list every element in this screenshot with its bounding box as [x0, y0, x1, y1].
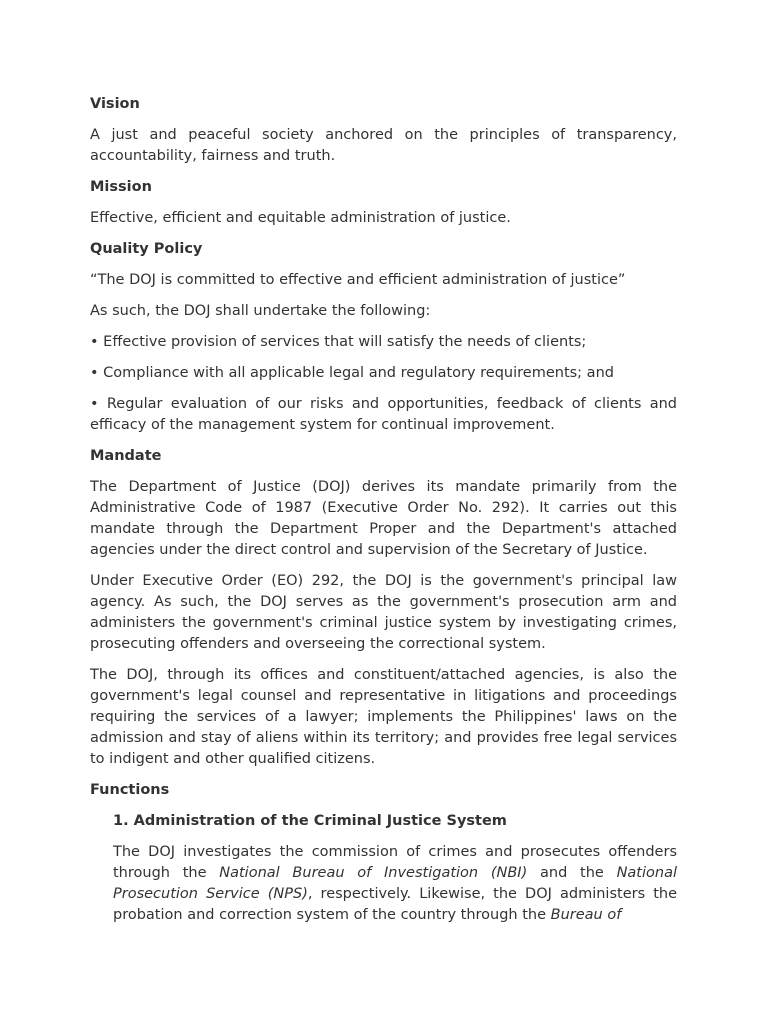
document-page	[90, 94, 677, 936]
function-1-text: The DOJ investigates the commission of crimes and prosecutes offenders through the	[113, 844, 677, 881]
functions-section-1	[90, 811, 677, 926]
function-1-paragraph	[113, 842, 677, 926]
quality-policy-intro: As such, the DOJ shall undertake the following:	[90, 303, 431, 319]
functions-heading: Functions	[90, 782, 170, 798]
bureau-name: Bureau of	[550, 907, 622, 923]
function-1-text: and the	[527, 865, 617, 881]
mandate-paragraph: Under Executive Order (EO) 292, the DOJ is the government's principal law agency. As such, the DOJ serves as the government's prosecution arm and administers the government's criminal justice system by investigating crimes, prosecuting offenders and overseeing the correctional system.	[90, 573, 677, 652]
nps-name: National Prosecution Service (NPS)	[113, 865, 677, 902]
mandate-paragraph: The Department of Justice (DOJ) derives its mandate primarily from the Administrative Code of 1987 (Executive Order No. 292). It carries out this mandate through the Department Proper and the Department's attached agencies under the direct control and supervision of the Secretary of Justice.	[90, 479, 677, 558]
quality-policy-item: • Effective provision of services that will satisfy the needs of clients;	[90, 334, 587, 350]
vision-heading: Vision	[90, 96, 140, 112]
vision-text: A just and peaceful society anchored on the principles of transparency, accountability, fairness and truth.	[90, 127, 677, 164]
function-1-heading: 1. Administration of the Criminal Justice System	[113, 813, 507, 829]
mandate-paragraph: The DOJ, through its offices and constituent/attached agencies, is also the government's legal counsel and representative in litigations and proceedings requiring the services of a lawyer; implements the Philippines' laws on the admission and stay of aliens within its territory; and provides free legal services to indigent and other qualified citizens.	[90, 667, 677, 767]
mission-text: Effective, efficient and equitable administration of justice.	[90, 210, 511, 226]
function-1-text: , respectively. Likewise, the DOJ administers the probation and correction system of the country through the	[113, 886, 678, 923]
mission-heading: Mission	[90, 179, 152, 195]
nbi-name: National Bureau of Investigation (NBI)	[219, 865, 528, 881]
quality-policy-quote: “The DOJ is committed to effective and efficient administration of justice”	[90, 272, 626, 288]
mandate-heading: Mandate	[90, 448, 162, 464]
quality-policy-item: • Regular evaluation of our risks and opportunities, feedback of clients and efficacy of the management system for continual improvement.	[90, 396, 677, 433]
quality-policy-item: • Compliance with all applicable legal and regulatory requirements; and	[90, 365, 614, 381]
quality-policy-heading: Quality Policy	[90, 241, 203, 257]
